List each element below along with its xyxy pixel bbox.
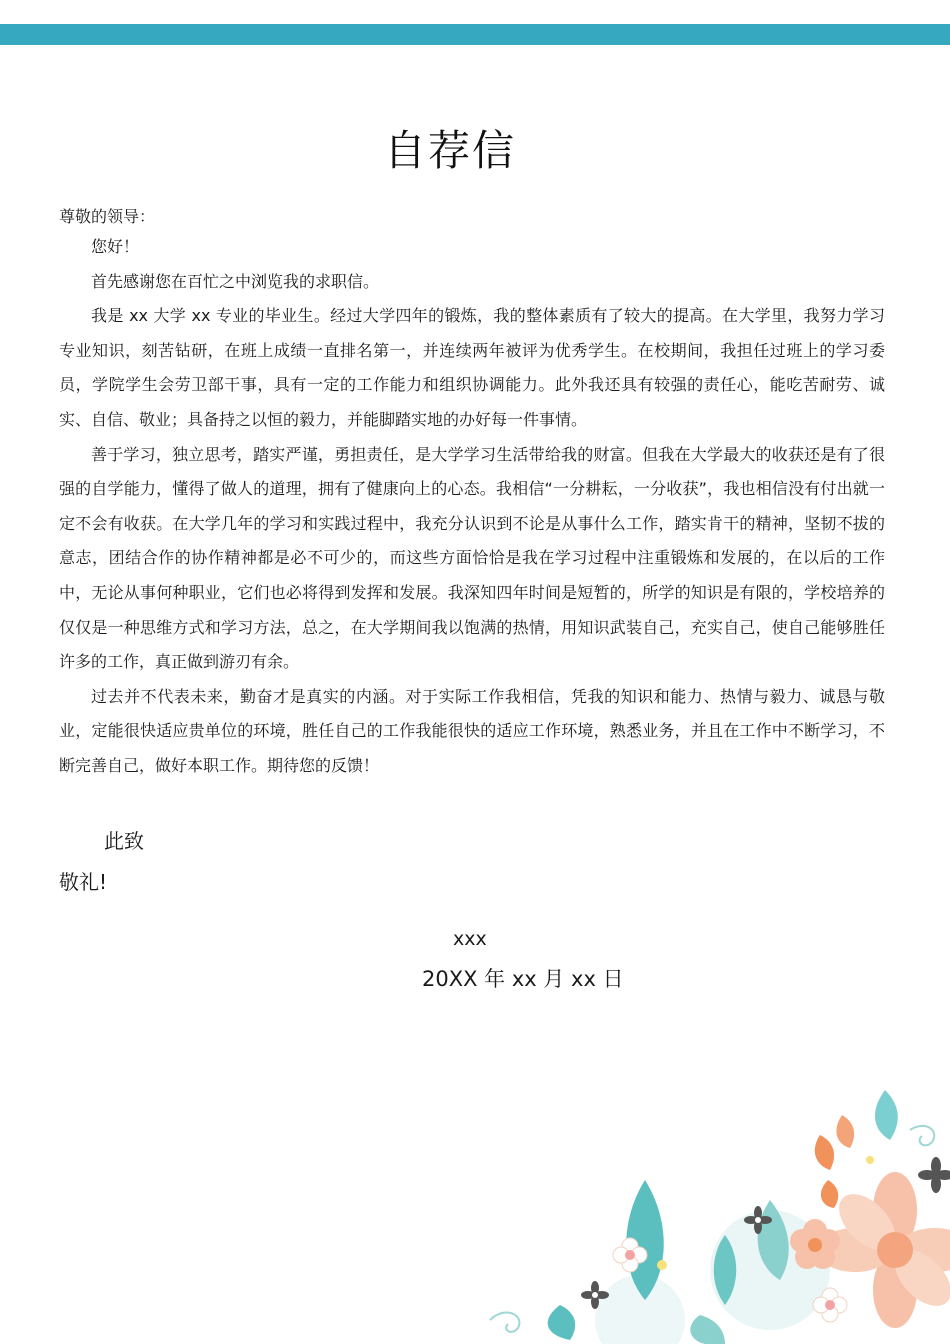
letter-date: 20XX 年 xx 月 xx 日 [422,967,624,991]
salutation: 尊敬的领导： [59,207,156,226]
top-accent-bar [0,24,950,45]
paragraph: 我是 xx 大学 xx 专业的毕业生。经过大学四年的锻炼，我的整体素质有了较大的提高。在大学里，我努力学习专业知识，刻苦钻研，在班上成绩一直排名第一，并连续两年被评为优秀学生。在校期间，我担任过班上的学习委员，学院学生会劳卫部干事，具有一定的工作能力和组织协调能力。此外我还具有较强的责任心，能吃苦耐劳、诚实、自信、敬业；具备持之以恒的毅力，并能脚踏实地的办好每一件事情。 [59,306,885,429]
signer-name: xxx [453,928,487,950]
page-title: 自荐信 [383,126,516,175]
paragraph: 过去并不代表未来，勤奋才是真实的内涵。对于实际工作我相信，凭我的知识和能力、热情与毅力、诚恳与敬业，定能很快适应贵单位的环境，胜任自己的工作我能很快的适应工作环境，熟悉业务，并且在工作中不断学习，不断完善自己，做好本职工作。期待您的反馈！ [59,686,885,775]
paragraph: 首先感谢您在百忙之中浏览我的求职信。 [91,271,380,291]
letter-body [59,230,885,784]
greeting: 您好！ [91,237,140,256]
closing-line-1: 此致 [104,829,144,853]
floral-decoration [470,1070,950,1344]
paragraph: 善于学习，独立思考，踏实严谨，勇担责任，是大学学习生活带给我的财富。但我在大学最大的收获还是有了很强的自学能力，懂得了做人的道理，拥有了健康向上的心态。我相信“一分耕耘，一分收获”，我也相信没有付出就一定不会有收获。在大学几年的学习和实践过程中，我充分认识到不论是从事什么工作，踏实肯干的精神，坚韧不拔的意志，团结合作的协作精神都是必不可少的，而这些方面恰恰是我在学习过程中注重锻炼和发展的，在以后的工作中，无论从事何种职业，它们也必将得到发挥和发展。我深知四年时间是短暂的，所学的知识是有限的，学校培养的仅仅是一种思维方式和学习方法，总之，在大学期间我以饱满的热情，用知识武装自己，充实自己，使自己能够胜任许多的工作，真正做到游刃有余。 [59,444,885,672]
closing-line-2: 敬礼! [59,870,108,894]
